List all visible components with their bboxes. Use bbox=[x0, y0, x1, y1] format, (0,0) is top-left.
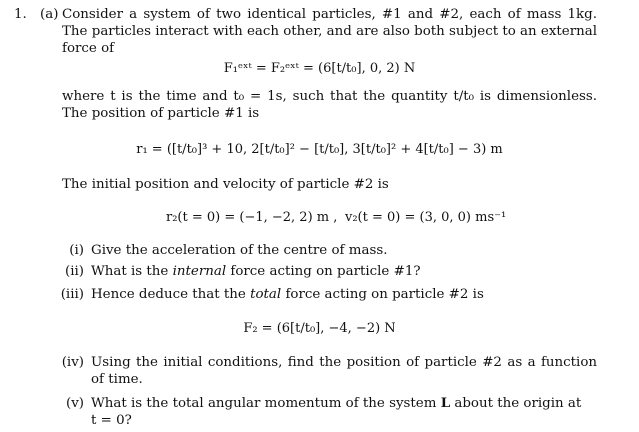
subquestion-iii-post: force acting on particle #2 is bbox=[281, 287, 484, 302]
subquestion-ii-emphasis: internal bbox=[172, 264, 227, 279]
initial-conditions-text: The initial position and velocity of particle #2 is bbox=[62, 177, 389, 192]
subquestion-text-v bbox=[91, 395, 581, 412]
subquestion-label-ii: (ii) bbox=[64, 264, 84, 279]
subquestion-label-iv: (iv) bbox=[61, 355, 84, 370]
subquestion-text-v-line2: t = 0? bbox=[91, 413, 132, 428]
subquestion-ii-post: force acting on particle #1? bbox=[226, 264, 421, 279]
question-intro: Consider a system of two identical particles, #1 and #2, each of mass 1kg. The particles interact with each other, and are also both subject to an external force of bbox=[62, 7, 597, 56]
question-number: 1. bbox=[14, 7, 27, 22]
subquestion-v-pre: What is the total angular momentum of the system bbox=[91, 396, 441, 411]
subquestion-text-ii bbox=[91, 263, 421, 280]
equation-r1: r₁ = ([t/t₀]³ + 10, 2[t/t₀]² − [t/t₀], 3[t/t₀]² + 4[t/t₀] − 3) m bbox=[136, 142, 503, 157]
subquestion-text-iv: Using the initial conditions, find the position of particle #2 as a function of time. bbox=[91, 355, 597, 387]
equation-F2: F₂ = (6[t/t₀], −4, −2) N bbox=[243, 321, 396, 336]
subquestion-iii-emphasis: total bbox=[250, 287, 282, 302]
question-part-label: (a) bbox=[40, 7, 59, 22]
subquestion-label-v: (v) bbox=[65, 396, 84, 411]
equation-r2-initial: r₂(t = 0) = (−1, −2, 2) m , bbox=[166, 210, 338, 225]
subquestion-v-bold: L bbox=[440, 395, 451, 411]
subquestion-ii-pre: What is the bbox=[91, 264, 173, 279]
subquestion-text-i: Give the acceleration of the centre of mass. bbox=[91, 243, 388, 258]
equation-v2-initial: v₂(t = 0) = (3, 0, 0) ms⁻¹ bbox=[345, 210, 507, 225]
subquestion-label-i: (i) bbox=[69, 243, 84, 258]
subquestion-label-iii: (iii) bbox=[60, 287, 84, 302]
subquestion-iii-pre: Hence deduce that the bbox=[91, 287, 251, 302]
subquestion-v-post: about the origin at bbox=[450, 396, 582, 411]
where-text: where t is the time and t₀ = 1s, such that the quantity t/t₀ is dimensionless. The position of particle #1 is bbox=[62, 89, 597, 121]
equation-external-force: F₁ᵉˣᵗ = F₂ᵉˣᵗ = (6[t/t₀], 0, 2) N bbox=[223, 61, 416, 76]
subquestion-text-iii bbox=[91, 286, 484, 303]
